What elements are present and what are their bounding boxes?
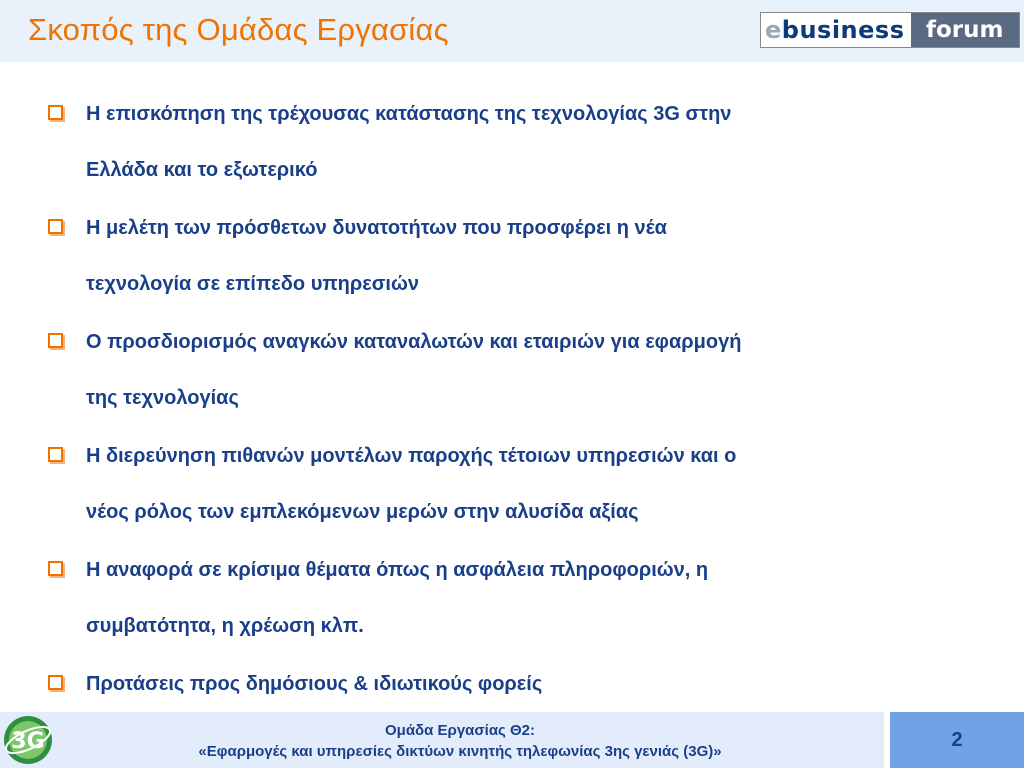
bullet-line: Η μελέτη των πρόσθετων δυνατοτήτων που προσφέρει η νέα xyxy=(86,217,667,239)
3g-logo-icon xyxy=(2,714,54,766)
logo-main: business xyxy=(781,16,905,44)
bullet-line: Η διερεύνηση πιθανών μοντέλων παροχής τέτοιων υπηρεσιών και ο xyxy=(86,445,737,467)
checkbox-bullet-icon xyxy=(48,447,63,462)
slide-footer xyxy=(0,712,1024,768)
bullet-line: Η επισκόπηση της τρέχουσας κατάστασης της τεχνολογίας 3G στην xyxy=(86,103,732,125)
checkbox-bullet-icon xyxy=(48,219,63,234)
bullet-item xyxy=(46,314,946,426)
bullet-item xyxy=(46,542,946,654)
checkbox-bullet-icon xyxy=(48,105,63,120)
footer-band xyxy=(0,712,884,768)
footer-line-2: «Εφαρμογές και υπηρεσίες δικτύων κινητής τηλεφωνίας 3ης γενιάς (3G)» xyxy=(198,743,722,760)
slide-header xyxy=(0,0,1024,62)
ebusinessforum-logo xyxy=(760,12,1020,48)
logo-prefix: e xyxy=(765,16,782,44)
bullet-item xyxy=(46,200,946,312)
logo-suffix: forum xyxy=(909,13,1020,47)
footer-text xyxy=(60,720,860,762)
page-number-box xyxy=(890,712,1024,768)
slide-title: Σκοπός της Ομάδας Εργασίας xyxy=(28,12,449,47)
3g-logo-text: 3G xyxy=(11,729,45,754)
logo-left-part xyxy=(761,13,909,47)
bullet-line: Προτάσεις προς δημόσιους & ιδιωτικούς φορείς xyxy=(86,673,543,695)
checkbox-bullet-icon xyxy=(48,333,63,348)
bullet-line: συμβατότητα, η χρέωση κλπ. xyxy=(86,615,364,637)
bullet-line: Η αναφορά σε κρίσιμα θέματα όπως η ασφάλεια πληροφοριών, η xyxy=(86,559,709,581)
footer-line-1: Ομάδα Εργασίας Θ2: xyxy=(384,722,536,739)
bullet-item xyxy=(46,86,946,198)
bullet-item xyxy=(46,656,946,712)
bullet-line: της τεχνολογίας xyxy=(86,387,239,409)
checkbox-bullet-icon xyxy=(48,561,63,576)
checkbox-bullet-icon xyxy=(48,675,63,690)
bullet-line: νέος ρόλος των εμπλεκόμενων μερών στην αλυσίδα αξίας xyxy=(86,501,639,523)
bullet-item xyxy=(46,428,946,540)
bullet-list xyxy=(46,86,946,714)
bullet-line: Ελλάδα και το εξωτερικό xyxy=(86,159,318,181)
bullet-line: τεχνολογία σε επίπεδο υπηρεσιών xyxy=(86,273,419,295)
bullet-line: Ο προσδιορισμός αναγκών καταναλωτών και εταιριών για εφαρμογή xyxy=(86,331,742,353)
page-number: 2 xyxy=(951,728,963,751)
